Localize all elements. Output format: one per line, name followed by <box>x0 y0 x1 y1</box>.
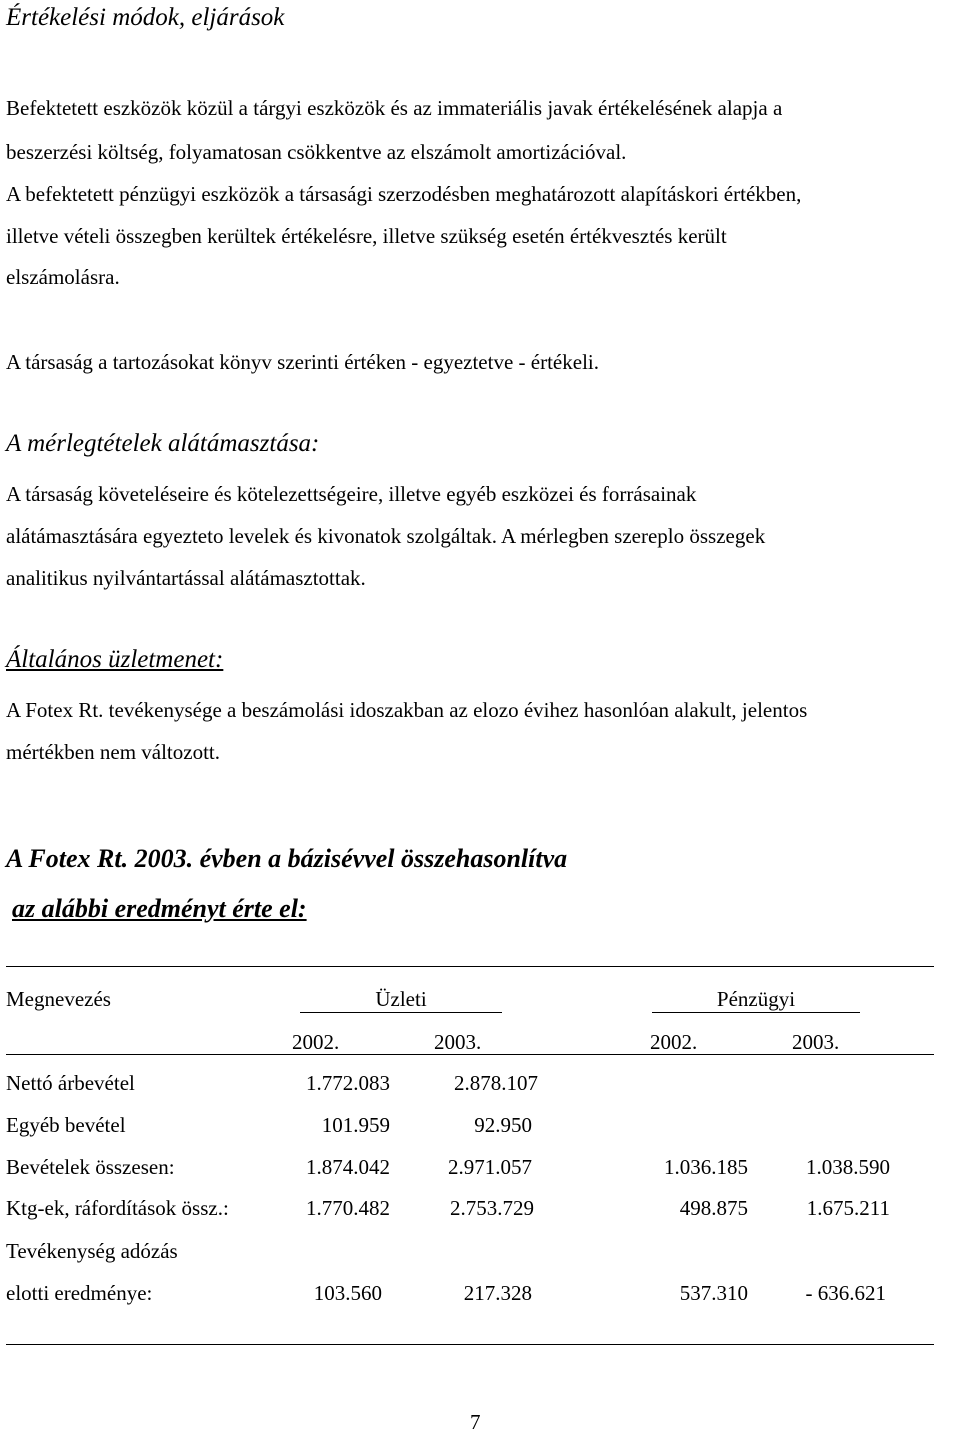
paragraph-line: Befektetett eszközök közül a tárgyi eszközök és az immateriális javak értékelésének alapja a <box>6 96 783 120</box>
liabilities-note: A társaság a tartozásokat könyv szerinti értéken - egyeztetve - értékeli. <box>6 350 599 374</box>
year-header: 2003. <box>792 1030 840 1054</box>
table-cell: 2.878.107 <box>454 1071 538 1095</box>
row-label: Tevékenység adózás <box>6 1239 178 1263</box>
paragraph-line: beszerzési költség, folyamatosan csökkentve az elszámolt amortizációval. <box>6 140 627 164</box>
paragraph-line: mértékben nem változott. <box>6 740 221 764</box>
year-header: 2002. <box>650 1030 698 1054</box>
group-header-business: Üzleti <box>375 987 427 1011</box>
row-label: Ktg-ek, ráfordítások össz.: <box>6 1196 229 1220</box>
table-cell: 217.328 <box>463 1281 532 1305</box>
year-header: 2002. <box>292 1030 340 1054</box>
table-cell: 92.950 <box>474 1113 532 1137</box>
table-bottom-rule <box>6 1344 934 1345</box>
paragraph-line: analitikus nyilvántartással alátámasztottak. <box>6 566 366 590</box>
table-cell: 1.036.185 <box>664 1155 748 1179</box>
section-title-business: Általános üzletmenet: <box>6 646 224 673</box>
table-cell: 1.038.590 <box>806 1155 890 1179</box>
table-cell: 498.875 <box>679 1196 748 1220</box>
row-label: Nettó árbevétel <box>6 1071 135 1095</box>
group-underline-business <box>300 1012 502 1013</box>
group-underline-financial <box>652 1012 860 1013</box>
table-cell: - 636.621 <box>805 1281 886 1305</box>
table-cell: 1.874.042 <box>306 1155 390 1179</box>
section-title-balance-support: A mérlegtételek alátámasztása: <box>6 430 320 457</box>
column-header-name: Megnevezés <box>6 987 111 1011</box>
paragraph-line: elszámolásra. <box>6 265 120 289</box>
paragraph-line: illetve vételi összegben kerültek értékelésre, illetve szükség esetén értékvesztés került <box>6 224 727 248</box>
table-cell: 537.310 <box>679 1281 748 1305</box>
header-bottom-rule <box>6 1054 934 1055</box>
table-cell: 1.770.482 <box>306 1196 390 1220</box>
paragraph-line: alátámasztására egyezteto levelek és kivonatok szolgáltak. A mérlegben szereplo összegek <box>6 524 766 548</box>
table-cell: 1.675.211 <box>806 1196 890 1220</box>
row-label: Egyéb bevétel <box>6 1113 126 1137</box>
paragraph-line: A befektetett pénzügyi eszközök a társasági szerzodésben meghatározott alapításkori értékben, <box>6 182 802 206</box>
table-cell: 1.772.083 <box>306 1071 390 1095</box>
row-label: Bevételek összesen: <box>6 1155 175 1179</box>
table-top-rule <box>6 966 934 967</box>
page-number: 7 <box>470 1410 481 1434</box>
results-title-line2: az alábbi eredményt érte el: <box>12 894 307 923</box>
table-cell: 103.560 <box>313 1281 382 1305</box>
results-title-line1: A Fotex Rt. 2003. évben a bázisévvel összehasonlítva <box>6 844 568 873</box>
row-label: elotti eredménye: <box>6 1281 153 1305</box>
year-header: 2003. <box>434 1030 482 1054</box>
group-header-financial: Pénzügyi <box>716 987 796 1011</box>
table-cell: 2.753.729 <box>450 1196 534 1220</box>
table-cell: 101.959 <box>321 1113 390 1137</box>
paragraph-line: A Fotex Rt. tevékenysége a beszámolási idoszakban az elozo évihez hasonlóan alakult, jelentos <box>6 698 808 722</box>
section-title-valuation: Értékelési módok, eljárások <box>6 4 285 31</box>
table-cell: 2.971.057 <box>448 1155 532 1179</box>
paragraph-line: A társaság követeléseire és kötelezettségeire, illetve egyéb eszközei és forrásainak <box>6 482 697 506</box>
